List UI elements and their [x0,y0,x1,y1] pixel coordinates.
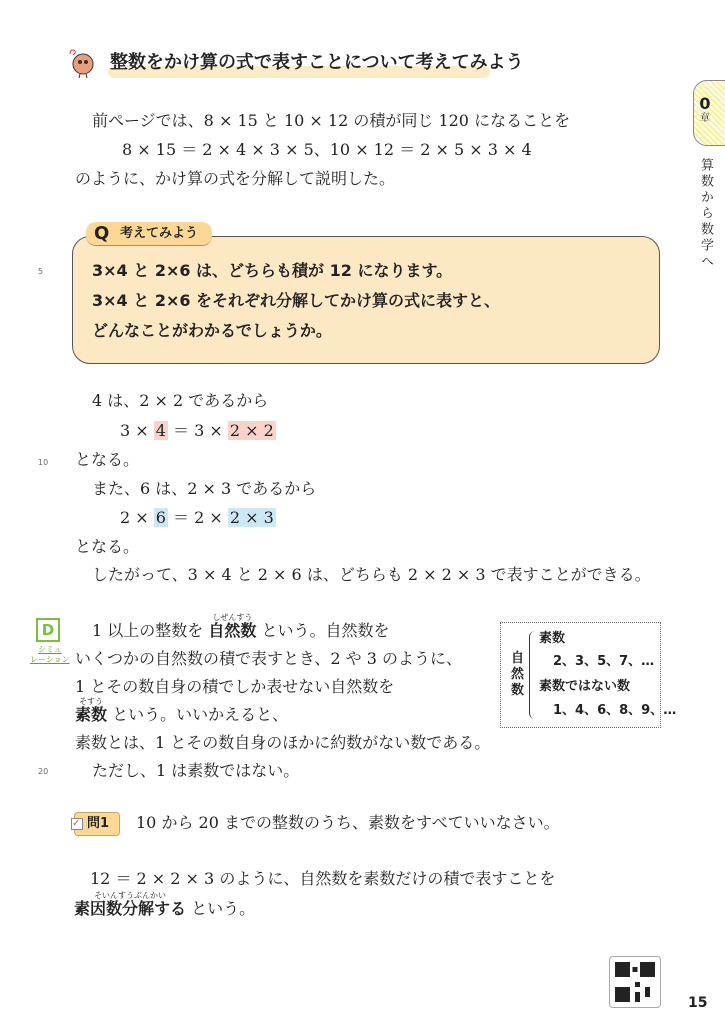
simulation-link[interactable]: シミュ レーション [30,645,70,664]
term-prime: そすう 素数 [75,697,108,724]
explain-line-3: となる。 [75,450,140,469]
definition-line-2: いくつかの自然数の積で表すとき、2 や 3 のように、 [75,649,462,668]
explain-line-6: となる。 [75,537,140,556]
explain-line-1: 4 は、2 × 2 であるから [92,391,269,410]
checkbox-icon: ✓ [71,818,83,830]
explain-line-7: したがって、3 × 4 と 2 × 6 は、どちらも 2 × 2 × 3 で表すことができる。 [92,565,651,584]
question-1-text: 10 から 20 までの整数のうち、素数をすべていいなさい。 [136,813,560,832]
explain-line-2: 3 × 4 ＝ 3 × 2 × 2 [120,421,274,440]
term-natural-number: しぜんすう 自然数 [208,613,257,640]
factorization-line-1: 12 ＝ 2 × 2 × 3 のように、自然数を素数だけの積で表すことを [90,869,556,888]
natural-number-box: 自然数 素数 2、3、5、7、… 素数ではない数 1、4、6、8、9、… [500,622,661,728]
definition-line-6: ただし、1 は素数ではない。 [92,761,300,780]
highlight-6: 6 [155,508,166,527]
highlight-2x2: 2 × 2 [229,421,274,440]
think-line-1: 3×4 と 2×6 は、どちらも積が 12 になります。 [92,261,453,280]
definition-line-3: 1 とその数自身の積でしか表せない自然数を [75,677,395,696]
intro-line-2: 8 × 15 ＝ 2 × 4 × 3 × 5、10 × 12 ＝ 2 × 5 × 3 × 4 [122,140,532,159]
think-badge: Q 考えてみよう [86,222,212,246]
explain-line-5: 2 × 6 ＝ 2 × 2 × 3 [120,508,274,527]
intro-line-1: 前ページでは、8 × 15 と 10 × 12 の積が同じ 120 になることを [92,111,571,130]
line-number-10: 10 [38,458,49,467]
chapter-title: 算数から数学へ [698,158,713,270]
term-prime-factorization: そいんすうぶんかい 素因数分解する [74,891,187,918]
explain-line-4: また、6 は、2 × 3 であるから [92,479,317,498]
definition-line-4: そすう 素数 という。いいかえると、 [75,697,289,724]
line-number-5: 5 [38,267,44,276]
factorization-line-2: そいんすうぶんかい 素因数分解する という。 [74,891,256,918]
line-number-20: 20 [38,767,49,776]
d-simulation-icon[interactable]: D [36,618,60,642]
intro-line-3: のように、かけ算の式を分解して説明した。 [75,169,396,188]
qr-code-icon[interactable] [609,956,661,1008]
highlight-2x3: 2 × 3 [229,508,274,527]
brace [529,631,535,719]
chapter-tab[interactable]: 0 章 [693,80,725,146]
think-line-2: 3×4 と 2×6 をそれぞれ分解してかけ算の式に表すと、 [92,291,501,310]
mascot-icon [68,48,96,78]
definition-line-5: 素数とは、1 とその数自身のほかに約数がない数である。 [75,733,491,752]
section-heading: 整数をかけ算の式で表すことについて考えてみよう [110,52,524,73]
think-line-3: どんなことがわかるでしょうか。 [92,321,332,340]
question-1-badge: ✓ 問1 [74,812,120,836]
highlight-4: 4 [155,421,166,440]
definition-line-1: 1 以上の整数を しぜんすう 自然数 という。自然数を [92,613,390,640]
page-number: 15 [688,995,708,1011]
